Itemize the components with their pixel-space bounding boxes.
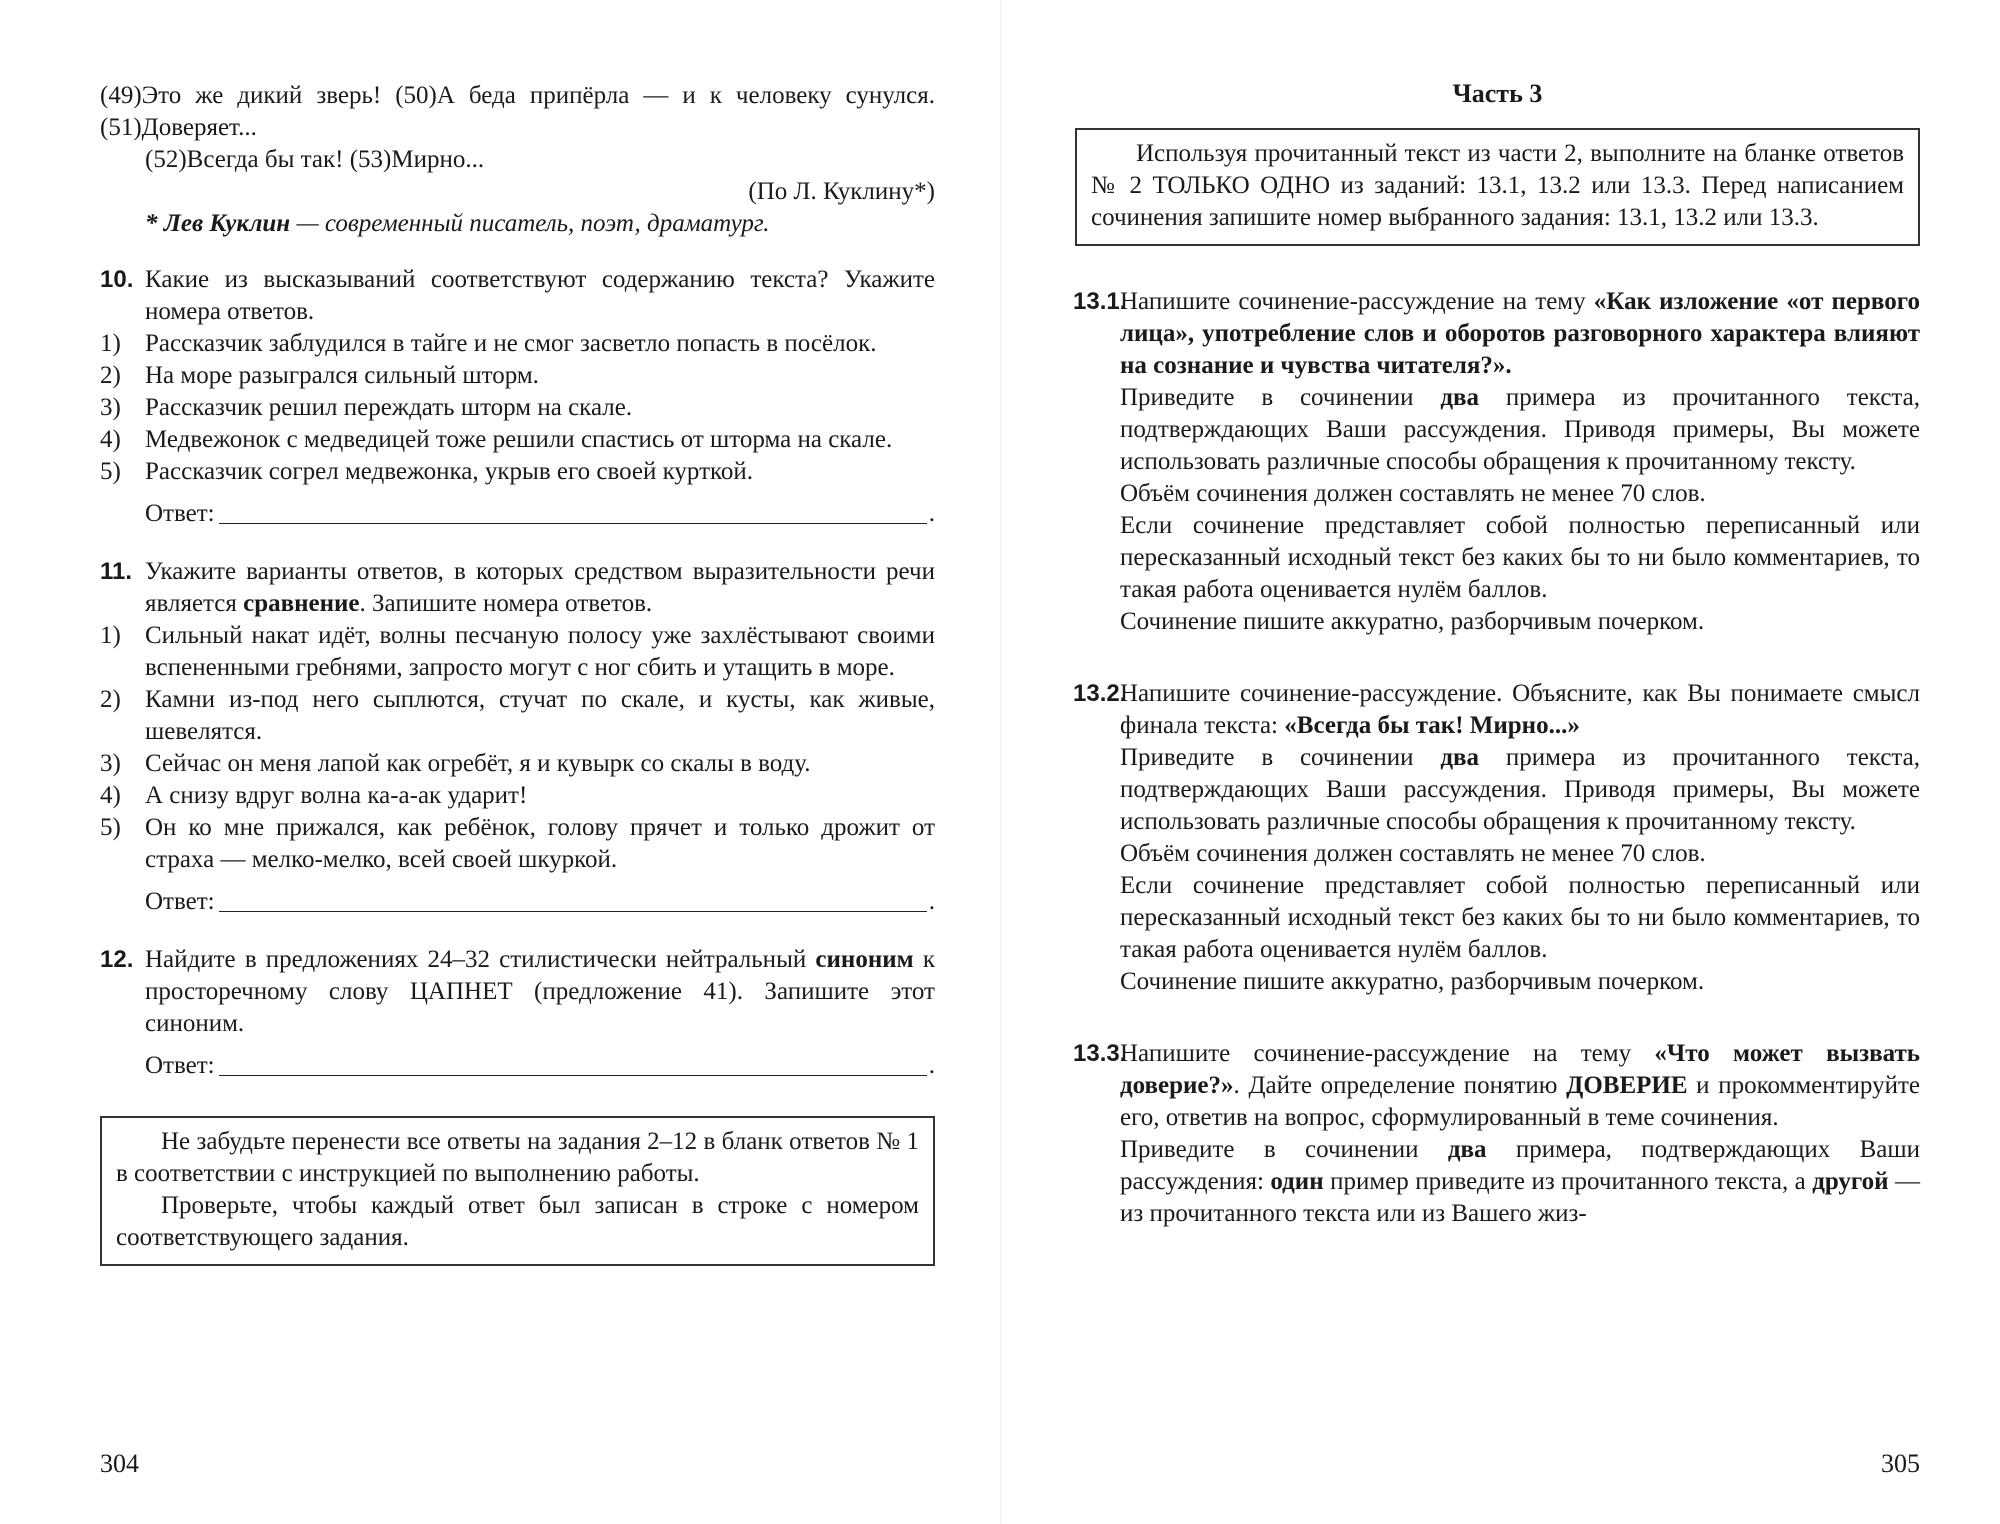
examples-one: один <box>1270 1168 1324 1195</box>
examples-a: Приведите в сочинении <box>1120 744 1441 771</box>
left-page <box>100 0 935 1524</box>
option-4 <box>100 780 935 812</box>
footnote-author: * Лев Куклин <box>145 210 291 237</box>
task-volume: Объём сочинения должен составлять не менее 70 слов. <box>1120 840 1706 867</box>
reminder-transfer: Не забудьте перенести все ответы на задания 2–12 в бланк ответов № 1 в соответствии с инструкцией по выполнению работы. <box>116 1128 919 1187</box>
question-11 <box>100 556 935 918</box>
task-neat: Сочинение пишите аккуратно, разборчивым почерком. <box>1120 608 1705 635</box>
option-2 <box>100 684 935 748</box>
attribution: (По Л. Куклину*) <box>748 178 935 205</box>
answer-period: . <box>928 1052 935 1079</box>
option-text: А снизу вдруг волна ка-а-ак ударит! <box>145 782 528 809</box>
question-number: 12. <box>100 946 134 973</box>
answer-line[interactable] <box>219 887 927 912</box>
author-footnote <box>145 208 935 240</box>
answer-line[interactable] <box>219 499 927 524</box>
answer-label: Ответ: <box>145 500 215 527</box>
question-prompt-b: к просторечному слову ЦАПНЕТ (предложение 41). Запишите этот синоним. <box>145 946 935 1037</box>
intro-sentences-1: (49)Это же дикий зверь! (50)А беда припёрла — и к человеку сунулся. (51)Доверяет... <box>100 82 935 141</box>
question-11-text <box>100 556 935 620</box>
examples-count: два <box>1447 1136 1487 1163</box>
answer-label: Ответ: <box>145 888 215 915</box>
option-text: Сейчас он меня лапой как огребёт, я и кувырк со скалы в воду. <box>145 750 811 777</box>
question-prompt: Какие из высказываний соответствуют содержанию текста? Укажите номера ответов. <box>145 266 935 325</box>
examples-e: пример приведите из прочитанного текста, а <box>1323 1168 1813 1195</box>
option-1 <box>100 328 935 360</box>
option-number: 2) <box>100 362 121 389</box>
task-13-2 <box>1075 678 1920 998</box>
option-number: 1) <box>100 330 121 357</box>
task-mid: . Дайте определение понятию <box>1233 1072 1567 1099</box>
examples-c: примера из прочитанного текста, подтверждающих Ваши рассуждения. Приводя примеры, Вы можете использовать различные способы обращения к прочитанному тексту. <box>1120 744 1920 835</box>
question-keyword: синоним <box>815 946 914 973</box>
instruction-text: Используя прочитанный текст из части 2, выполните на бланке ответов № 2 ТОЛЬКО ОДНО из заданий: 13.1, 13.2 или 13.3. Перед написанием сочинения запишите номер выбранного задания: 13.1, 13.2 или 13.3. <box>1091 140 1904 231</box>
examples-g: — из прочитанного текста или из Вашего жиз- <box>1120 1168 1921 1227</box>
footnote-text: — современный писатель, поэт, драматург. <box>290 210 770 237</box>
question-keyword: сравнение <box>243 590 360 617</box>
option-1 <box>100 620 935 684</box>
page-number-right: 305 <box>1881 1449 1920 1478</box>
question-number: 10. <box>100 266 134 293</box>
examples-c: примера из прочитанного текста, подтверждающих Ваши рассуждения. Приводя примеры, Вы можете использовать различные способы обращения к прочитанному тексту. <box>1120 384 1920 475</box>
option-5 <box>100 456 935 488</box>
option-number: 3) <box>100 394 121 421</box>
option-text: Рассказчик заблудился в тайге и не смог засветло попасть в посёлок. <box>145 330 877 357</box>
answer-period: . <box>928 500 935 527</box>
page-gutter <box>1000 0 1002 1524</box>
task-tail: и прокомментируйте его, ответив на вопрос, сформулированный в теме сочинения. <box>1120 1072 1920 1131</box>
option-text: Сильный накат идёт, волны песчаную полосу уже захлёстывают своими вспененными гребнями, запросто могут с ног сбить и утащить в море. <box>145 622 935 681</box>
task-term: ДОВЕРИЕ <box>1566 1072 1688 1099</box>
option-number: 4) <box>100 426 121 453</box>
task-lead-text: Напишите сочинение-рассуждение на тему <box>1120 288 1594 315</box>
task-number: 13.1. <box>1073 288 1127 315</box>
task-topic: «Как изложение «от первого лица», употребление слов и оборотов разговорного характера влияют на сознание и чувства читателя?». <box>1120 288 1920 379</box>
option-number: 2) <box>100 686 121 713</box>
task-13-3 <box>1075 1038 1920 1230</box>
option-number: 1) <box>100 622 121 649</box>
part-heading: Часть 3 <box>1452 79 1543 108</box>
option-4 <box>100 424 935 456</box>
left-content <box>100 80 935 1266</box>
examples-count: два <box>1440 384 1479 411</box>
option-number: 5) <box>100 458 121 485</box>
task-lead <box>1120 1038 1920 1134</box>
option-text: На море разыгрался сильный шторм. <box>145 362 539 389</box>
task-volume: Объём сочинения должен составлять не менее 70 слов. <box>1120 480 1706 507</box>
task-lead <box>1104 286 1920 382</box>
task-number: 13.3. <box>1073 1040 1127 1067</box>
reminder-check: Проверьте, чтобы каждый ответ был записан в строке с номером соответствующего задания. <box>116 1192 919 1251</box>
question-10 <box>100 264 935 530</box>
task-examples <box>1120 1134 1920 1230</box>
option-text: Медвежонок с медведицей тоже решили спастись от шторма на скале. <box>145 426 893 453</box>
question-prompt-a: Найдите в предложениях 24–32 стилистически нейтральный <box>145 946 816 973</box>
examples-c: примера, подтверждающих Ваши рассуждения: <box>1120 1136 1921 1195</box>
task-zero-rule: Если сочинение представляет собой полностью переписанный или пересказанный исходный текст без каких бы то ни было комментариев, то такая работа оценивается нулём баллов. <box>1120 512 1920 603</box>
task-examples <box>1120 742 1920 838</box>
examples-count: два <box>1440 744 1479 771</box>
option-text: Рассказчик решил переждать шторм на скале. <box>145 394 633 421</box>
option-3 <box>100 748 935 780</box>
question-prompt-b: . Запишите номера ответов. <box>359 590 653 617</box>
examples-a: Приведите в сочинении <box>1120 1136 1448 1163</box>
task-neat: Сочинение пишите аккуратно, разборчивым почерком. <box>1120 968 1705 995</box>
question-number: 11. <box>100 558 133 585</box>
task-quote: «Всегда бы так! Мирно...» <box>1284 712 1580 739</box>
answer-field-12[interactable] <box>100 1050 935 1082</box>
task-number: 13.2. <box>1073 680 1127 707</box>
answer-line[interactable] <box>219 1051 927 1076</box>
examples-a: Приведите в сочинении <box>1120 384 1441 411</box>
answer-field-11[interactable] <box>100 886 935 918</box>
option-number: 3) <box>100 750 121 777</box>
option-number: 4) <box>100 782 121 809</box>
task-13-1 <box>1075 286 1920 638</box>
right-content <box>1075 78 1920 1230</box>
answer-field-10[interactable] <box>100 498 935 530</box>
question-prompt-a: Укажите варианты ответов, в которых средством выразительности речи является <box>145 558 935 617</box>
task-zero-rule: Если сочинение представляет собой полностью переписанный или пересказанный исходный текст без каких бы то ни было комментариев, то такая работа оценивается нулём баллов. <box>1120 872 1920 963</box>
option-text: Рассказчик согрел медвежонка, укрыв его своей курткой. <box>145 458 754 485</box>
task-lead <box>1120 678 1920 742</box>
task-lead-text: Напишите сочинение-рассуждение. Объясните, как Вы понимаете смысл финала текста: <box>1120 680 1920 739</box>
examples-other: другой <box>1812 1168 1889 1195</box>
instruction-box <box>1075 128 1920 246</box>
option-3 <box>100 392 935 424</box>
question-12-text <box>100 944 935 1040</box>
answer-period: . <box>928 888 935 915</box>
task-examples <box>1120 382 1920 478</box>
option-number: 5) <box>100 814 121 841</box>
question-12 <box>100 944 935 1082</box>
reminder-box <box>100 1116 935 1266</box>
option-2 <box>100 360 935 392</box>
option-text: Он ко мне прижался, как ребёнок, голову прячет и только дрожит от страха — мелко-мелко, всей своей шкуркой. <box>145 814 935 873</box>
question-10-text <box>100 264 935 328</box>
option-text: Камни из-под него сыплются, стучат по скале, и кусты, как живые, шевелятся. <box>145 686 935 745</box>
intro-sentences-2: (52)Всегда бы так! (53)Мирно... <box>145 146 485 173</box>
task-topic: «Что может вызвать доверие?» <box>1120 1040 1920 1099</box>
page-number-left: 304 <box>100 1449 139 1478</box>
answer-label: Ответ: <box>145 1052 215 1079</box>
task-lead-text: Напишите сочинение-рассуждение на тему <box>1120 1040 1655 1067</box>
option-5 <box>100 812 935 876</box>
right-page <box>1075 0 1920 1524</box>
